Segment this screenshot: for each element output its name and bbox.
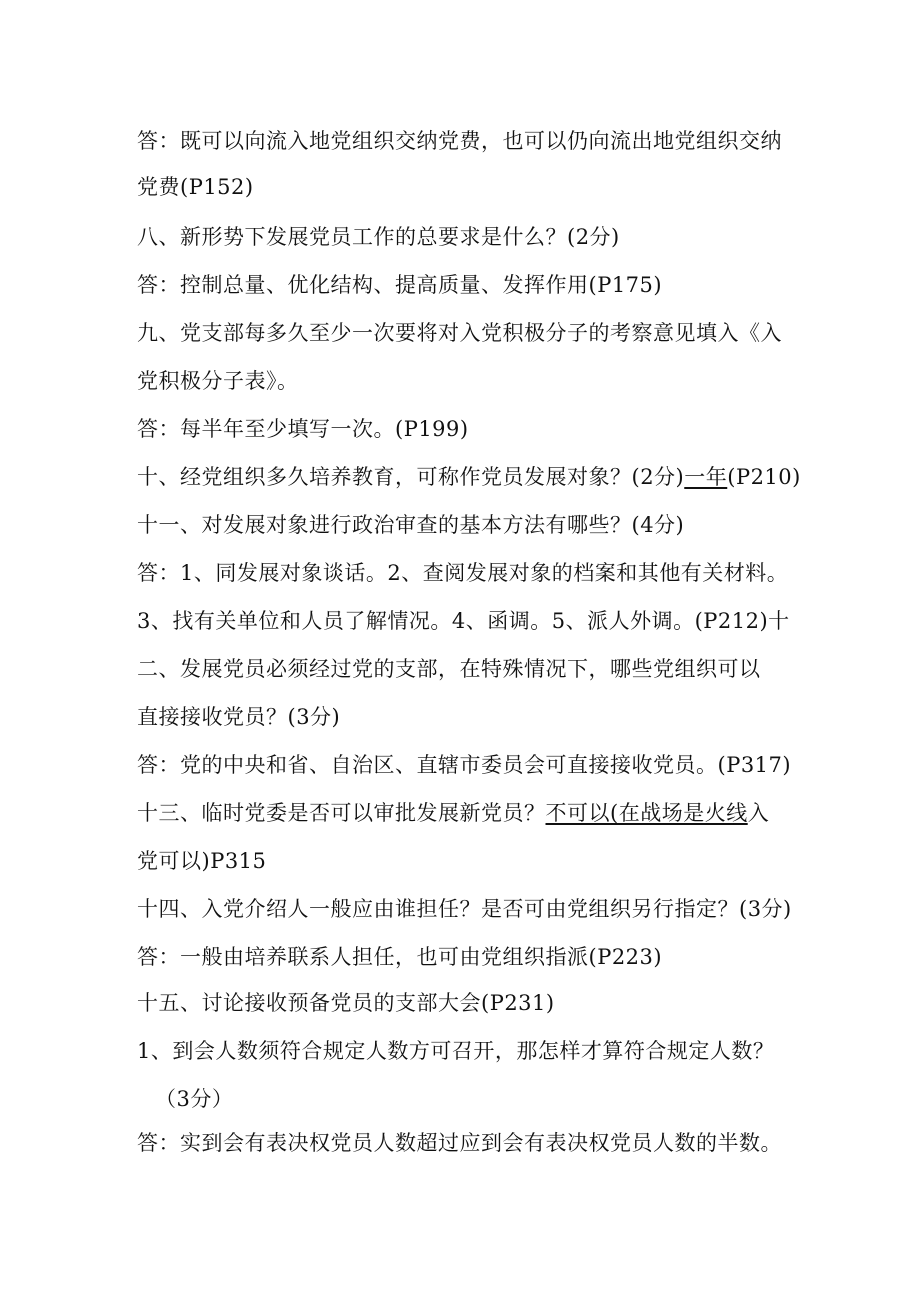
text-line bbox=[137, 366, 299, 396]
text-segment: 党费(P152) bbox=[137, 175, 254, 199]
text-segment: （3分） bbox=[155, 1087, 234, 1111]
text-segment: 答：控制总量、优化结构、提高质量、发挥作用(P175) bbox=[137, 273, 663, 297]
text-line bbox=[137, 894, 792, 924]
text-segment: 3、找有关单位和人员了解情况。4、函调。5、派人外调。(P212)十 bbox=[137, 609, 790, 633]
text-line bbox=[137, 270, 662, 300]
text-line bbox=[137, 510, 684, 540]
text-line bbox=[137, 318, 782, 348]
text-segment: 1、到会人数须符合规定人数方可召开，那怎样才算符合规定人数？ bbox=[137, 1039, 775, 1063]
text-segment: 十三、临时党委是否可以审批发展新党员？ bbox=[137, 801, 546, 825]
text-segment: 九、党支部每多久至少一次要将对入党积极分子的考察意见填入《入 bbox=[137, 321, 782, 345]
text-line bbox=[137, 172, 254, 202]
text-line bbox=[155, 1084, 233, 1114]
text-segment: 答：每半年至少填写一次。(P199) bbox=[137, 417, 469, 441]
text-line bbox=[137, 558, 788, 588]
text-segment: 答：既可以向流入地党组织交纳党费，也可以仍向流出地党组织交纳 bbox=[137, 129, 782, 153]
text-segment: 入 bbox=[747, 801, 770, 825]
text-segment: 八、新形势下发展党员工作的总要求是什么？(2分) bbox=[137, 225, 620, 249]
text-segment: 党可以)P315 bbox=[137, 849, 267, 873]
text-segment: 十五、讨论接收预备党员的支部大会(P231) bbox=[137, 991, 555, 1015]
text-segment: 十一、对发展对象进行政治审查的基本方法有哪些？(4分) bbox=[137, 513, 685, 537]
text-line bbox=[137, 414, 469, 444]
text-line bbox=[137, 750, 791, 780]
text-line bbox=[137, 654, 761, 684]
text-line bbox=[137, 1036, 774, 1066]
text-line bbox=[137, 846, 266, 876]
text-segment: 十四、入党介绍人一般应由谁担任？是否可由党组织另行指定？(3分) bbox=[137, 897, 792, 921]
text-segment: (P210) bbox=[727, 465, 801, 489]
text-segment: 答：实到会有表决权党员人数超过应到会有表决权党员人数的半数。 bbox=[137, 1131, 782, 1155]
text-line bbox=[137, 462, 801, 492]
text-line bbox=[137, 798, 769, 828]
text-segment: 直接接收党员？(3分) bbox=[137, 705, 341, 729]
text-segment: 党积极分子表》。 bbox=[137, 369, 299, 393]
text-line bbox=[137, 606, 790, 636]
text-segment: 十、经党组织多久培养教育，可称作党员发展对象？(2分) bbox=[137, 465, 685, 489]
text-line bbox=[137, 942, 662, 972]
text-segment: 答：党的中央和省、自治区、直辖市委员会可直接接收党员。(P317) bbox=[137, 753, 792, 777]
text-segment: 二、发展党员必须经过党的支部，在特殊情况下，哪些党组织可以 bbox=[137, 657, 761, 681]
text-segment: 答：1、同发展对象谈话。2、查阅发展对象的档案和其他有关材料。 bbox=[137, 561, 789, 585]
text-segment: 答：一般由培养联系人担任，也可由党组织指派(P223) bbox=[137, 945, 663, 969]
text-line bbox=[137, 702, 340, 732]
text-line bbox=[137, 126, 782, 156]
text-line bbox=[137, 1128, 782, 1158]
underlined-answer: 一年 bbox=[684, 465, 728, 489]
text-line bbox=[137, 222, 620, 252]
text-line bbox=[137, 988, 555, 1018]
underlined-answer: 不可以(在战场是火线 bbox=[545, 801, 748, 825]
